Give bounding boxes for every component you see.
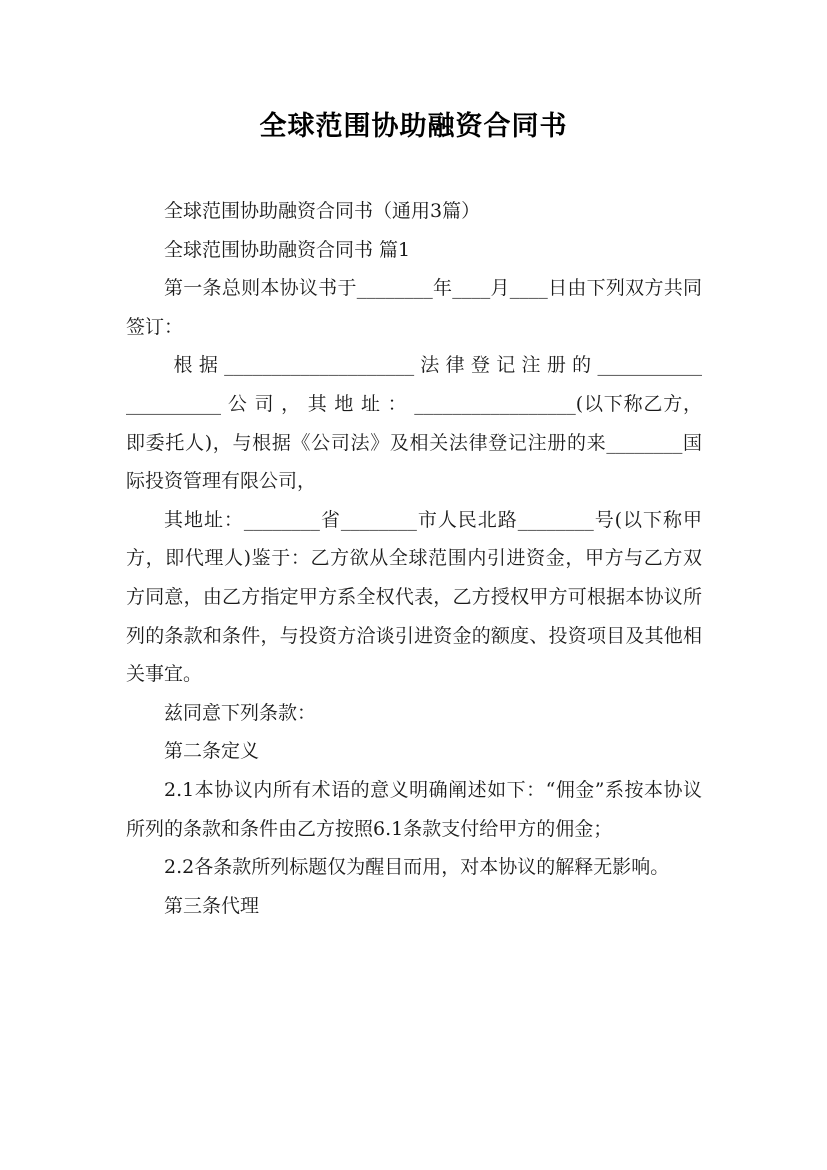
paragraph-party-b: 根 据 ____________________ 法 律 登 记 注 册 的 _____________________ 公 司 ， 其 地 址 ： _________________(以下称乙方，即委托人)，与根据《公司法》及相关法律登记注册的来________国际投资管理有限公司， — [126, 354, 702, 493]
paragraph-article-2-heading: 第二条定义 — [164, 740, 260, 763]
paragraph-clause-2-2: 2.2各条款所列标题仅为醒目而用，对本协议的解释无影响。 — [164, 856, 670, 879]
paragraph-article-1: 第一条总则本协议书于________年____月____日由下列双方共同签订： — [126, 277, 702, 338]
paragraph-part-heading: 全球范围协助融资合同书 篇1 — [164, 238, 411, 261]
paragraph-article-3-heading: 第三条代理 — [164, 894, 260, 917]
paragraph-agree-terms: 兹同意下列条款： — [164, 701, 317, 724]
paragraph-subtitle: 全球范围协助融资合同书（通用3篇） — [164, 200, 481, 222]
paragraph-party-a: 其地址：________省________市人民北路________号(以下称甲方，即代理人)鉴于：乙方欲从全球范围内引进资金，甲方与乙方双方同意，由乙方指定甲方系全权代表，乙方授权甲方可根据本协议所列的条款和条件，与投资方洽谈引进资金的额度、投资项目及其他相关事宜。 — [126, 508, 702, 686]
document-title: 全球范围协助融资合同书 — [259, 111, 568, 142]
paragraph-clause-2-1: 2.1本协议内所有术语的意义明确阐述如下：“佣金”系按本协议所列的条款和条件由乙方按照6.1条款支付给甲方的佣金； — [126, 778, 702, 840]
document-body — [126, 192, 702, 925]
